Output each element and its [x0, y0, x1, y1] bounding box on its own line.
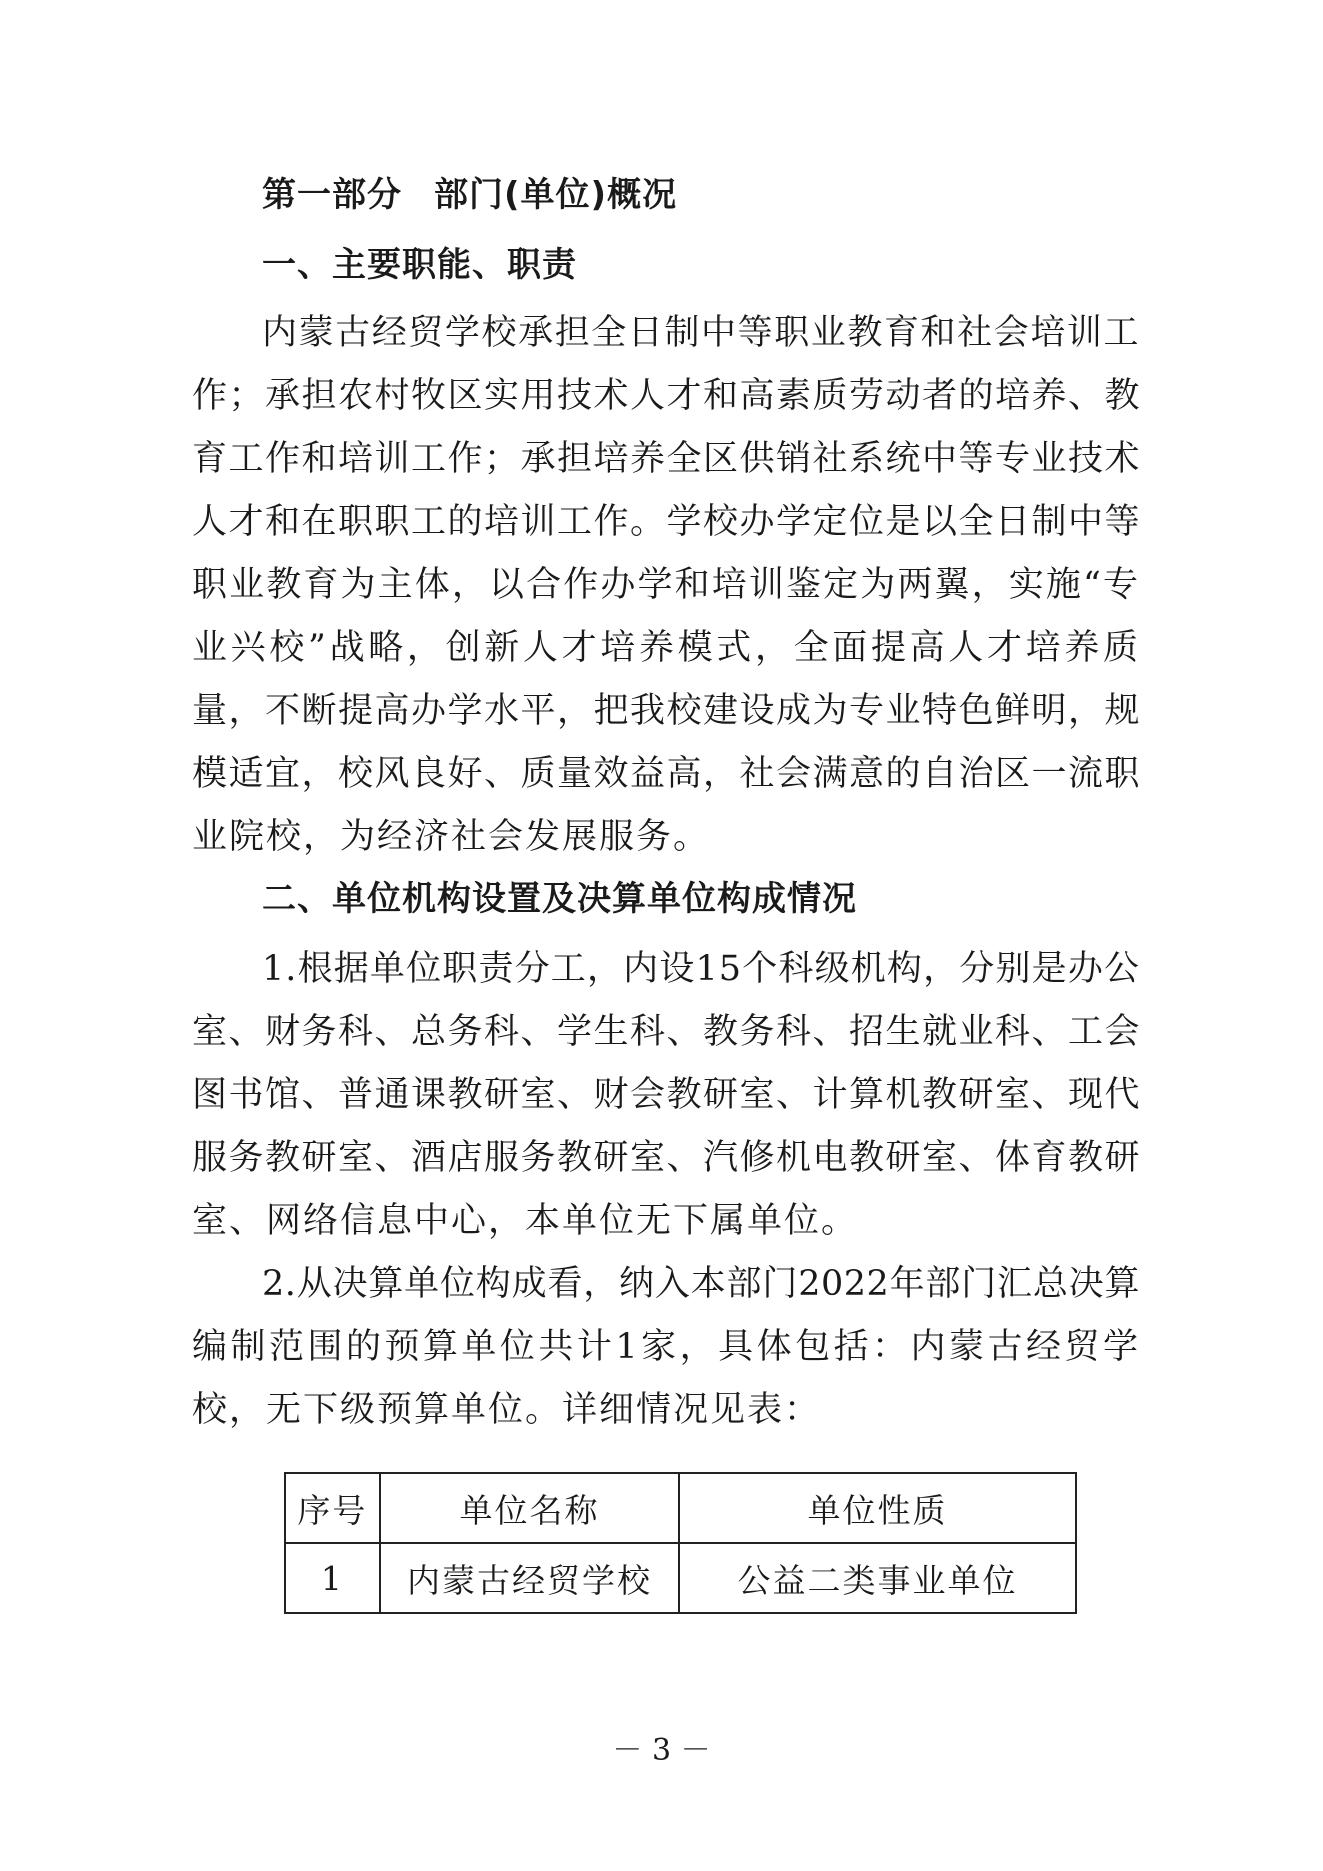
part-label: 第一部分 [262, 175, 402, 215]
paragraph-line: 服务教研室、酒店服务教研室、汽修机电教研室、体育教研 [192, 1138, 1142, 1178]
paragraph-line: 1.根据单位职责分工，内设15个科级机构，分别是办公 [262, 949, 1140, 989]
header-cell-unit-type: 单位性质 [679, 1473, 1076, 1543]
paragraph-line: 室、财务科、总务科、学生科、教务科、招生就业科、工会 [192, 1012, 1142, 1052]
paragraph-line: 人才和在职职工的培训工作。学校办学定位是以全日制中等 [192, 502, 1142, 542]
paragraph-line: 职业教育为主体，以合作办学和培训鉴定为两翼，实施“专 [192, 565, 1140, 605]
paragraph-line: 作；承担农村牧区实用技术人才和高素质劳动者的培养、教 [192, 376, 1142, 416]
cell-unit-name: 内蒙古经贸学校 [380, 1543, 679, 1613]
header-cell-unit-name: 单位名称 [380, 1473, 679, 1543]
paragraph-line: 业兴校”战略，创新人才培养模式，全面提高人才培养质 [192, 628, 1140, 668]
paragraph-line: 室、网络信息中心，本单位无下属单位。 [192, 1201, 859, 1241]
part-title: 部门(单位)概况 [434, 175, 678, 215]
paragraph-line: 业院校，为经济社会发展服务。 [192, 817, 711, 857]
paragraph-line: 图书馆、普通课教研室、财会教研室、计算机教研室、现代 [192, 1075, 1142, 1115]
cell-index: 1 [285, 1543, 380, 1613]
page-number: － 3 － [612, 1733, 711, 1768]
header-cell-index: 序号 [285, 1473, 380, 1543]
paragraph-line: 编制范围的预算单位共计1家，具体包括：内蒙古经贸学 [192, 1327, 1140, 1367]
section-heading-structure: 二、单位机构设置及决算单位构成情况 [262, 879, 857, 919]
paragraph-line: 模适宜，校风良好、质量效益高，社会满意的自治区一流职 [192, 754, 1142, 794]
paragraph-line: 量，不断提高办学水平，把我校建设成为专业特色鲜明，规 [192, 691, 1142, 731]
table-header-row [285, 1473, 1076, 1543]
section-heading-functions: 一、主要职能、职责 [262, 245, 577, 285]
table-row [285, 1543, 1076, 1613]
budget-unit-table [284, 1472, 1077, 1614]
cell-unit-type: 公益二类事业单位 [679, 1543, 1076, 1613]
paragraph-line: 校，无下级预算单位。详细情况见表： [192, 1390, 822, 1430]
paragraph-line: 内蒙古经贸学校承担全日制中等职业教育和社会培训工 [262, 313, 1140, 353]
part-heading [262, 172, 677, 218]
paragraph-line: 育工作和培训工作；承担培养全区供销社系统中等专业技术 [192, 439, 1142, 479]
paragraph-line: 2.从决算单位构成看，纳入本部门2022年部门汇总决算 [262, 1264, 1140, 1304]
